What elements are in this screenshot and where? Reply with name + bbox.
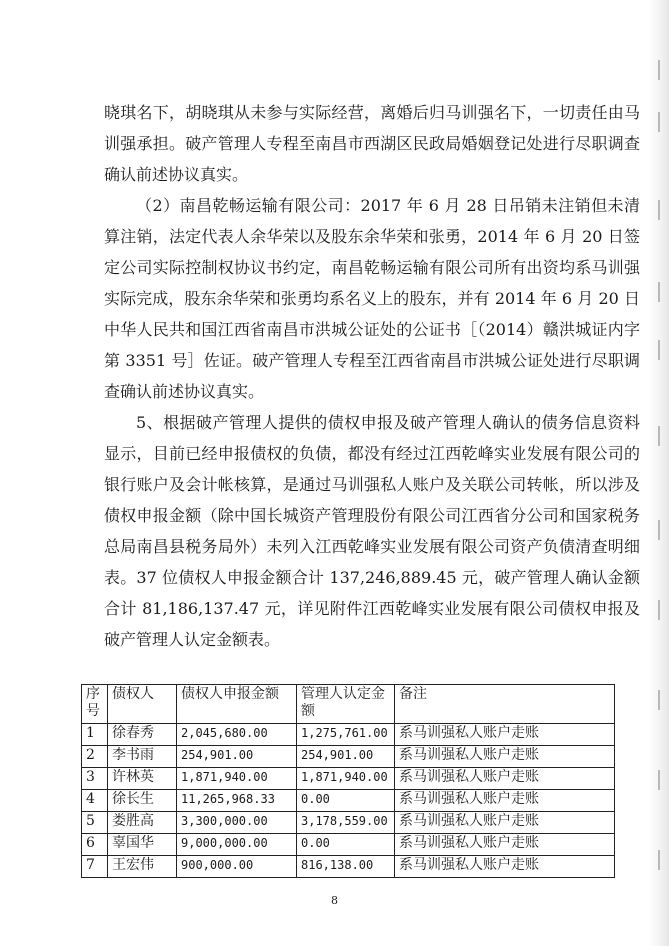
cell-confirmed-amount: 0.00 xyxy=(297,834,395,856)
scan-mark xyxy=(658,200,660,220)
cell-claimed-amount: 1,871,940.00 xyxy=(177,768,297,790)
cell-seq-no: 3 xyxy=(82,768,108,790)
cell-remarks: 系马训强私人账户走账 xyxy=(395,746,615,768)
cell-confirmed-amount: 3,178,559.00 xyxy=(297,812,395,834)
scan-mark xyxy=(658,850,660,870)
cell-remarks: 系马训强私人账户走账 xyxy=(395,768,615,790)
scan-mark xyxy=(658,520,660,540)
table-header-row xyxy=(82,685,615,724)
cell-seq-no: 4 xyxy=(82,790,108,812)
scan-edge-shadow xyxy=(649,0,669,946)
cell-seq-no: 7 xyxy=(82,856,108,878)
header-seq-no: 序号 xyxy=(82,685,108,724)
cell-remarks: 系马训强私人账户走账 xyxy=(395,812,615,834)
cell-seq-no: 1 xyxy=(82,724,108,746)
creditor-claims-table xyxy=(81,684,615,878)
page-number: 8 xyxy=(331,894,338,907)
cell-creditor: 娄胜高 xyxy=(108,812,177,834)
scan-mark xyxy=(658,690,660,710)
cell-claimed-amount: 2,045,680.00 xyxy=(177,724,297,746)
cell-remarks: 系马训强私人账户走账 xyxy=(395,856,615,878)
cell-seq-no: 6 xyxy=(82,834,108,856)
table-row xyxy=(82,768,615,790)
scan-mark xyxy=(658,770,660,790)
cell-claimed-amount: 3,300,000.00 xyxy=(177,812,297,834)
table-row xyxy=(82,790,615,812)
cell-confirmed-amount: 816,138.00 xyxy=(297,856,395,878)
cell-creditor: 王宏伟 xyxy=(108,856,177,878)
cell-seq-no: 5 xyxy=(82,812,108,834)
table-row xyxy=(82,812,615,834)
scan-mark xyxy=(658,600,660,620)
scan-mark xyxy=(658,340,660,360)
cell-claimed-amount: 11,265,968.33 xyxy=(177,790,297,812)
header-remarks: 备注 xyxy=(395,685,615,724)
scan-mark xyxy=(658,60,660,80)
cell-creditor: 徐长生 xyxy=(108,790,177,812)
cell-creditor: 李书雨 xyxy=(108,746,177,768)
document-body xyxy=(104,97,640,655)
cell-claimed-amount: 900,000.00 xyxy=(177,856,297,878)
table-row xyxy=(82,834,615,856)
cell-claimed-amount: 9,000,000.00 xyxy=(177,834,297,856)
cell-creditor: 许林英 xyxy=(108,768,177,790)
cell-seq-no: 2 xyxy=(82,746,108,768)
table-row xyxy=(82,746,615,768)
table-row xyxy=(82,724,615,746)
cell-remarks: 系马训强私人账户走账 xyxy=(395,724,615,746)
cell-confirmed-amount: 254,901.00 xyxy=(297,746,395,768)
cell-claimed-amount: 254,901.00 xyxy=(177,746,297,768)
cell-creditor: 徐春秀 xyxy=(108,724,177,746)
cell-creditor: 辜国华 xyxy=(108,834,177,856)
paragraph-creditor-claims: 5、根据破产管理人提供的债权申报及破产管理人确认的债务信息资料显示，目前已经申报债权的负债，都没有经过江西乾峰实业发展有限公司的银行账户及会计帐核算，是通过马训强私人账户及关联公司转帐，所以涉及债权申报金额（除中国长城资产管理股份有限公司江西省分公司和国家税务总局南昌县税务局外）未列入江西乾峰实业发展有限公司资产负债清查明细表。37 位债权人申报金额合计 137,246,889.45 元，破产管理人确认金额合计 81,186,137.47 元，详见附件江西乾峰实业发展有限公司债权申报及破产管理人认定金额表。 xyxy=(104,413,640,649)
paragraph-continuation: 晓琪名下，胡晓琪从未参与实际经营，离婚后归马训强名下，一切责任由马训强承担。破产管理人专程至南昌市西湖区民政局婚姻登记处进行尽职调查确认前述协议真实。 xyxy=(104,103,640,184)
scan-mark xyxy=(658,112,660,132)
header-confirmed-amount: 管理人认定金额 xyxy=(297,685,395,724)
cell-confirmed-amount: 0.00 xyxy=(297,790,395,812)
header-creditor: 债权人 xyxy=(108,685,177,724)
scan-mark xyxy=(658,282,660,302)
cell-confirmed-amount: 1,275,761.00 xyxy=(297,724,395,746)
header-claimed-amount: 债权人申报金额 xyxy=(177,685,297,724)
paragraph-nanchang-qianchang: （2）南昌乾畅运输有限公司：2017 年 6 月 28 日吊销未注销但未清算注销，法定代表人余华荣以及股东余华荣和张勇，2014 年 6 月 20 日签定公司实际控制权协议书约定，南昌乾畅运输有限公司所有出资均系马训强实际完成，股东余华荣和张勇均系名义上的股东，并有 2014 年 6 月 20 日中华人民共和国江西省南昌市洪城公证处的公证书［（2014）赣洪城证内字第 3351 号］佐证。破产管理人专程至江西省南昌市洪城公证处进行尽职调查确认前述协议真实。 xyxy=(104,196,640,401)
scan-mark xyxy=(658,426,660,446)
cell-remarks: 系马训强私人账户走账 xyxy=(395,790,615,812)
cell-remarks: 系马训强私人账户走账 xyxy=(395,834,615,856)
cell-confirmed-amount: 1,871,940.00 xyxy=(297,768,395,790)
table-row xyxy=(82,856,615,878)
